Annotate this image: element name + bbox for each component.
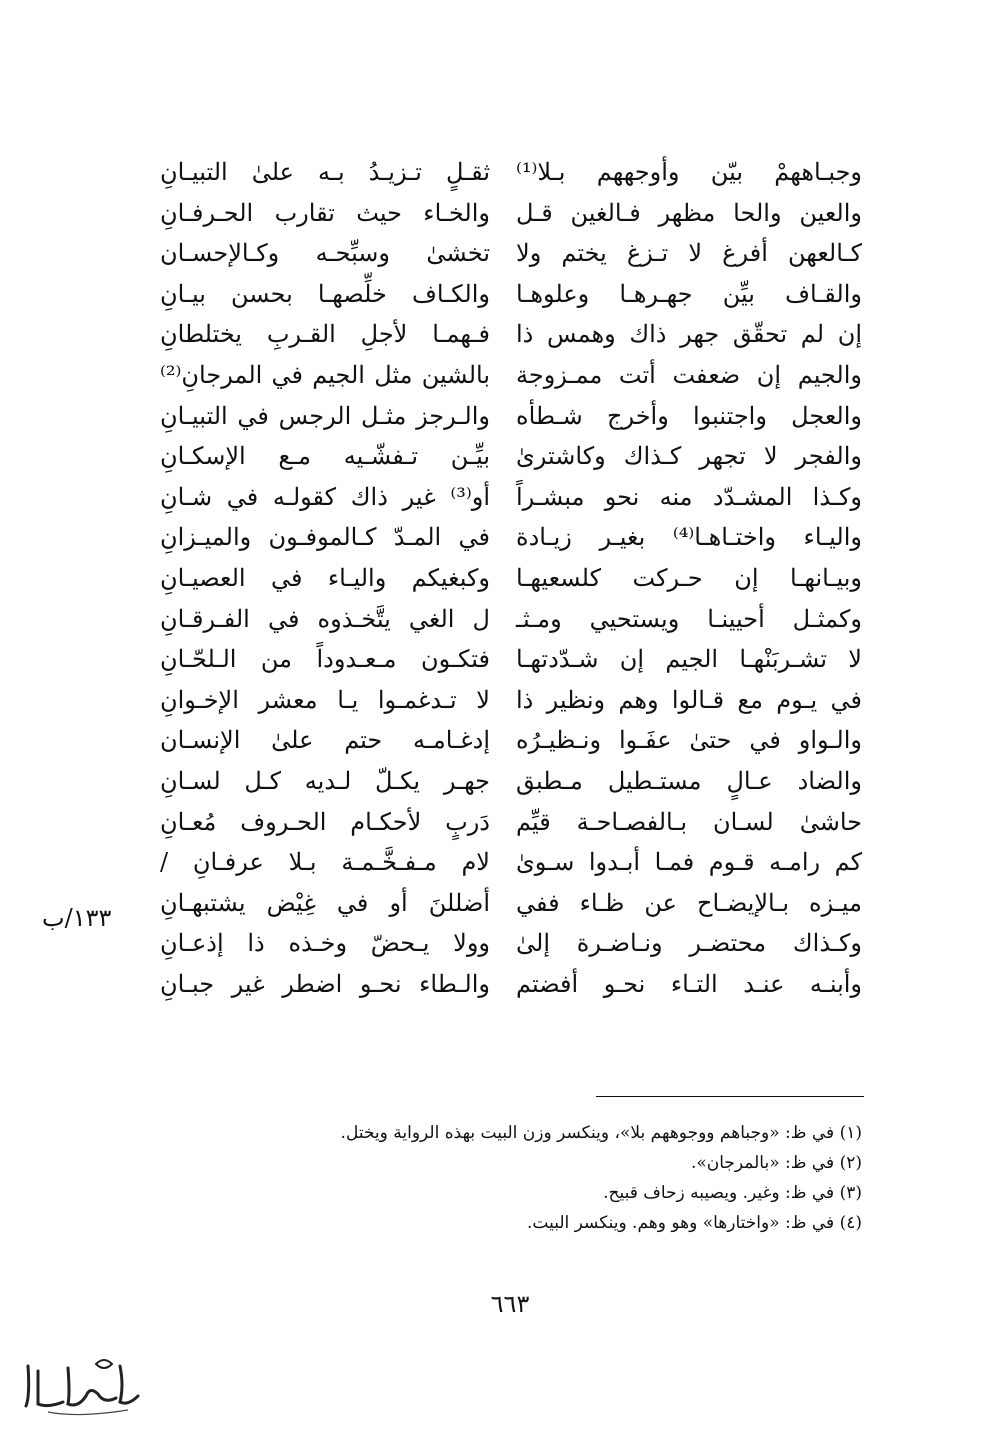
verse-line: لا تـدغمـوا يـا معشر الإخـوانِ	[160, 685, 490, 714]
verse-line: جهـر يكـلّ لـديه كـل لسـانِ	[160, 766, 490, 795]
verse-line: وأبنـه عنـد التـاء نحـو أفضتم	[516, 969, 862, 998]
footnote: (١) في ظ: «وجباهم ووجوههم بلا»، وينكسر وزن البيت بهذه الرواية ويختل.	[340, 1123, 862, 1143]
footnote: (٣) في ظ: وغير. ويصيبه زحاف قبيح.	[603, 1183, 862, 1203]
verse-line: حاشىٰ لسـان بـالفصـاحـة قيِّم	[516, 807, 862, 836]
verse-line: والـرجز مثـل الرجس في التبيـانِ	[160, 401, 490, 430]
verse-line: ميـزه بـالإيضـاح عن ظـاء ففي	[516, 888, 862, 917]
footnotes	[222, 1118, 862, 1238]
verse-line: والخـاء حيث تقارب الحـرفـانِ	[160, 198, 490, 227]
verse-line: وكبغيكم واليـاء في العصيـانِ	[160, 563, 490, 592]
verse-line: واليـاء واختـاهـا⁽⁴⁾ بغيـر زيـادة	[516, 523, 862, 552]
verse-line: وولا يـحضّ وخـذه ذا إذعـانِ	[160, 929, 490, 958]
verse-line: فتكـون مـعـدوداً من الـلحّـانِ	[160, 645, 490, 674]
verse-line: وكـذا المشـدّد منه نحو مبشـراً	[516, 482, 862, 511]
verse-line: أضللنَ أو في غِيْض يشتبهـانِ	[160, 888, 490, 917]
verse-line: في يـوم مع قـالوا وهم ونظير ذا	[516, 685, 862, 714]
verse-line: بيِّـن تـفشّـيه مـع الإسكـانِ	[160, 442, 490, 471]
verse-line: وكمثـل أحيينـا ويستحيي ومـثـ	[516, 604, 862, 633]
verse-line: والعين والحا مظهر فـالغين قـل	[516, 198, 862, 227]
verse-line: إدغـامـه حتم علىٰ الإنسـان	[160, 726, 490, 755]
poem-right-column	[516, 152, 862, 1004]
verse-line: والعجل واجتنبوا وأخرج شـطأه	[516, 401, 862, 430]
verse-line: والـطاء نحـو اضطر غير جبـانِ	[160, 969, 490, 998]
footnote: (٢) في ظ: «بالمرجان».	[690, 1153, 862, 1173]
verse-line: لام مـفـخَّـمـة بـلا عرفـانِ /	[160, 848, 490, 877]
verse-line: والضاد عـالٍ مستـطيل مـطبق	[516, 766, 862, 795]
verse-line: أو⁽³⁾ غير ذاك كقولـه في شـانِ	[160, 482, 490, 511]
verse-line: ثقـلٍ تـزيـدُ بـه علىٰ التبيـانِ	[160, 158, 490, 186]
verse-line: بالشين مثل الجيم في المرجانِ⁽²⁾	[160, 360, 490, 389]
footnote: (٤) في ظ: «واختارها» وهو وهم. وينكسر البيت.	[526, 1213, 862, 1233]
verse-line: والقـاف بيِّن جهـرهـا وعلوهـا	[516, 279, 862, 308]
verse-line: كـالعهن أفرغ لا تـزغ يختم ولا	[516, 239, 862, 268]
verse-line: وكـذاك محتضـر ونـاضـرة إلىٰ	[516, 929, 862, 958]
poem-left-column	[160, 152, 490, 1004]
verse-line: والكـاف خلِّصهـا بحسن بيـانِ	[160, 279, 490, 308]
verse-line: والـواو في حتىٰ عفَـوا ونـظيـرُه	[516, 726, 862, 755]
verse-line: في المـدّ كـالموفـون والميـزانِ	[160, 523, 490, 552]
page-number: ٦٦٣	[490, 1290, 530, 1318]
calligraphy-logo-icon	[8, 1346, 148, 1426]
verse-line: والجيم إن ضعفت أتت ممـزوجة	[516, 360, 862, 389]
verse-line: وبيـانهـا إن حـركت كلسعيهـا	[516, 563, 862, 592]
verse-line: لا تشـربَنْهـا الجيم إن شـدّدتهـا	[516, 645, 862, 674]
margin-folio-note: ١٣٣/ب	[42, 904, 112, 932]
verse-line: وجبـاههمْ بيّن وأوجههم بـلا⁽¹⁾	[516, 158, 862, 186]
verse-line: فـهمـا لأجلِ القـربِ يختلطانِ	[160, 320, 490, 349]
verse-line: كم رامـه قـوم فمـا أبـدوا سـوىٰ	[516, 848, 862, 877]
verse-line: إن لم تحقّق جهر ذاك وهمس ذا	[516, 320, 862, 349]
verse-line: دَربٍ لأحكـام الحـروف مُعـانِ	[160, 807, 490, 836]
watermark-logo	[8, 1346, 148, 1426]
verse-line: والفجر لا تجهر كـذاك وكاشترىٰ	[516, 442, 862, 471]
footnote-separator	[596, 1096, 864, 1097]
verse-line: تخشىٰ وسبِّحـه وكـالإحسـان	[160, 239, 490, 268]
verse-line: ل الغي يتَّخـذوه في الفـرقـانِ	[160, 604, 490, 633]
